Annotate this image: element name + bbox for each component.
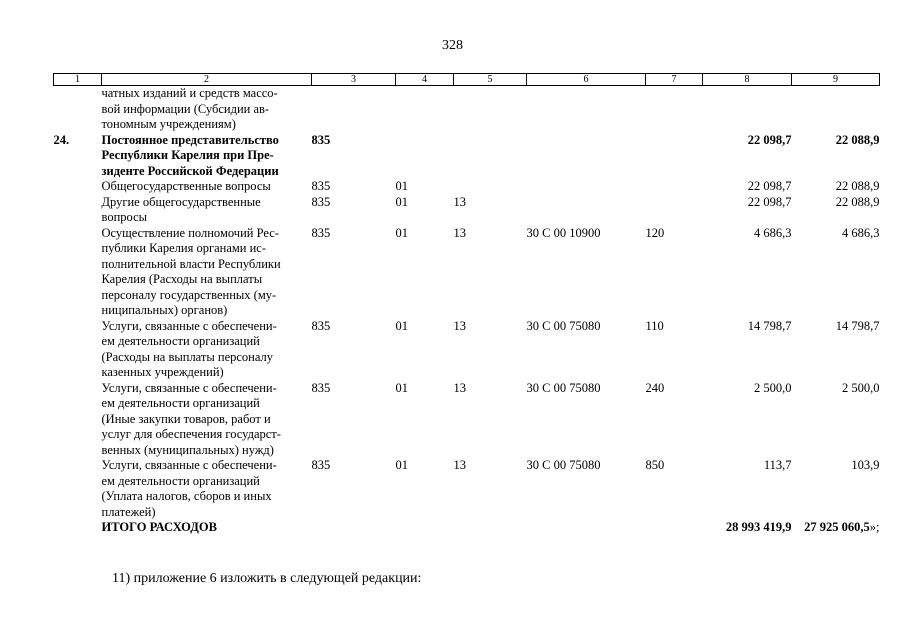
expense-type-code: 240	[645, 380, 665, 395]
row-description	[102, 179, 312, 195]
amount-col-8: 4 686,3	[754, 225, 792, 240]
row-number	[54, 179, 102, 195]
table-row	[54, 319, 880, 381]
target-article-code: 30 С 00 75080	[526, 318, 601, 333]
table-row	[54, 381, 880, 459]
row-description	[102, 226, 312, 319]
section-code	[396, 86, 454, 133]
description-line: ем деятельности организаций	[101, 334, 260, 348]
ministry-code: 835	[311, 458, 331, 472]
description-line: публики Карелия органами ис-	[101, 241, 266, 255]
subsection-code: 13	[453, 380, 466, 395]
expense-type-code: 850	[645, 458, 665, 472]
row-description	[102, 195, 312, 226]
amount-col-8: 113,7	[763, 458, 792, 472]
section-code	[396, 133, 454, 180]
instruction-text: 11) приложение 6 изложить в следующей редакции:	[112, 571, 422, 586]
amount-col-9: 22 088,9	[835, 194, 880, 209]
column-header: 2	[102, 74, 312, 86]
expense-type-code	[646, 86, 703, 133]
description-line: Постоянное представительство	[101, 132, 279, 147]
total-label: ИТОГО РАСХОДОВ	[101, 520, 217, 534]
amount-col-8: 22 098,7	[747, 194, 792, 209]
ministry-code: 835	[311, 318, 331, 333]
subsection-code: 13	[453, 194, 466, 209]
amount-col-9: 14 798,7	[835, 318, 880, 333]
table-row	[54, 179, 880, 195]
total-amount-9	[792, 520, 880, 536]
amount-col-9	[792, 86, 880, 133]
description-line: (Расходы на выплаты персоналу	[101, 349, 274, 364]
total-row	[54, 520, 880, 536]
amount-col-8	[703, 86, 792, 133]
description-line: зиденте Российской Федерации	[101, 163, 279, 178]
expense-type-code	[646, 133, 703, 180]
description-line: Услуги, связанные с обеспечени-	[101, 318, 277, 333]
column-header: 5	[454, 74, 527, 86]
description-line: Другие общегосударственные	[101, 194, 261, 209]
row-description	[102, 458, 312, 520]
row-number	[54, 381, 102, 459]
ministry-code: 835	[311, 179, 331, 193]
ministry-code: 835	[311, 225, 331, 240]
column-header: 3	[312, 74, 396, 86]
subsection-code: 13	[453, 225, 466, 240]
description-line: казенных учреждений)	[101, 365, 224, 379]
target-article-code	[527, 133, 646, 180]
table-row	[54, 226, 880, 319]
amount-col-9: 103,9	[851, 458, 880, 472]
column-header: 7	[646, 74, 703, 86]
total-amount-8: 28 993 419,9	[725, 520, 792, 534]
row-number	[54, 195, 102, 226]
section-code: 01	[395, 225, 408, 240]
amount-col-8: 2 500,0	[754, 380, 792, 395]
table-row	[54, 458, 880, 520]
column-header: 4	[396, 74, 454, 86]
amount-col-9: 22 088,9	[835, 132, 880, 147]
column-header: 8	[703, 74, 792, 86]
row-number	[54, 319, 102, 381]
ministry-code: 835	[311, 380, 331, 395]
subsection-code: 13	[453, 458, 466, 472]
table-row	[54, 86, 880, 133]
subsection-code: 13	[453, 318, 466, 333]
table-row	[54, 195, 880, 226]
section-code: 01	[395, 194, 408, 209]
row-number: 24.	[53, 132, 70, 147]
ministry-code: 835	[311, 132, 331, 147]
target-article-code	[527, 86, 646, 133]
description-line: (Иные закупки товаров, работ и	[101, 411, 271, 426]
description-line: ем деятельности организаций	[101, 396, 260, 410]
target-article-code	[527, 195, 646, 226]
amount-col-8: 22 098,7	[747, 179, 792, 193]
subsection-code	[454, 179, 527, 195]
section-code: 01	[395, 179, 408, 193]
target-article-code: 30 С 00 75080	[526, 380, 601, 395]
description-line: ем деятельности организаций	[101, 473, 260, 488]
description-line: Осуществление полномочий Рес-	[101, 225, 279, 240]
subsection-code	[454, 86, 527, 133]
expense-type-code	[646, 195, 703, 226]
row-description	[102, 86, 312, 133]
page-number: 328	[442, 38, 463, 53]
description-line: Услуги, связанные с обеспечени-	[101, 380, 277, 395]
target-article-code: 30 С 00 75080	[526, 458, 601, 472]
description-line: тономным учреждениям)	[101, 117, 236, 131]
description-line: Республики Карелия при Пре-	[101, 148, 274, 162]
expense-type-code: 110	[645, 318, 664, 333]
description-line: платежей)	[101, 504, 156, 519]
target-article-code: 30 С 00 10900	[526, 225, 601, 240]
description-line: Общегосударственные вопросы	[101, 179, 271, 193]
expense-type-code: 120	[645, 225, 665, 240]
ministry-code: 835	[311, 194, 331, 209]
row-number	[54, 86, 102, 133]
column-number-row	[54, 74, 880, 86]
amount-col-8: 22 098,7	[747, 132, 792, 147]
amount-col-9: 4 686,3	[842, 225, 880, 240]
row-number	[54, 458, 102, 520]
row-number	[54, 226, 102, 319]
amount-col-8: 14 798,7	[747, 318, 792, 333]
description-line: вой информации (Субсидии ав-	[101, 101, 270, 116]
ministry-code	[312, 86, 396, 133]
section-code: 01	[395, 380, 408, 395]
amount-col-9: 22 088,9	[835, 179, 880, 193]
description-line: чатных изданий и средств массо-	[101, 86, 278, 100]
description-line: (Уплата налогов, сборов и иных	[101, 489, 272, 503]
column-header: 1	[54, 74, 102, 86]
description-line: Услуги, связанные с обеспечени-	[101, 458, 277, 472]
total-amount-9-value: 27 925 060,5	[804, 520, 870, 534]
subsection-code	[454, 133, 527, 180]
column-header: 9	[792, 74, 880, 86]
row-description	[102, 381, 312, 459]
description-line: вопросы	[101, 210, 148, 224]
description-line: ниципальных) органов)	[101, 303, 228, 317]
description-line: услуг для обеспечения государст-	[101, 427, 281, 441]
expense-type-code	[646, 179, 703, 195]
column-header: 6	[527, 74, 646, 86]
description-line: персоналу государственных (му-	[101, 287, 277, 302]
description-line: венных (муниципальных) нужд)	[101, 442, 274, 457]
description-line: Карелия (Расходы на выплаты	[101, 272, 263, 286]
row-description	[102, 319, 312, 381]
section-code: 01	[395, 318, 408, 333]
amount-col-9: 2 500,0	[842, 380, 880, 395]
table-row	[54, 133, 880, 180]
budget-table	[53, 73, 880, 536]
description-line: полнительной власти Республики	[101, 256, 281, 271]
section-code: 01	[395, 458, 408, 472]
quote-close: »;	[869, 520, 880, 534]
row-description	[102, 133, 312, 180]
target-article-code	[527, 179, 646, 195]
